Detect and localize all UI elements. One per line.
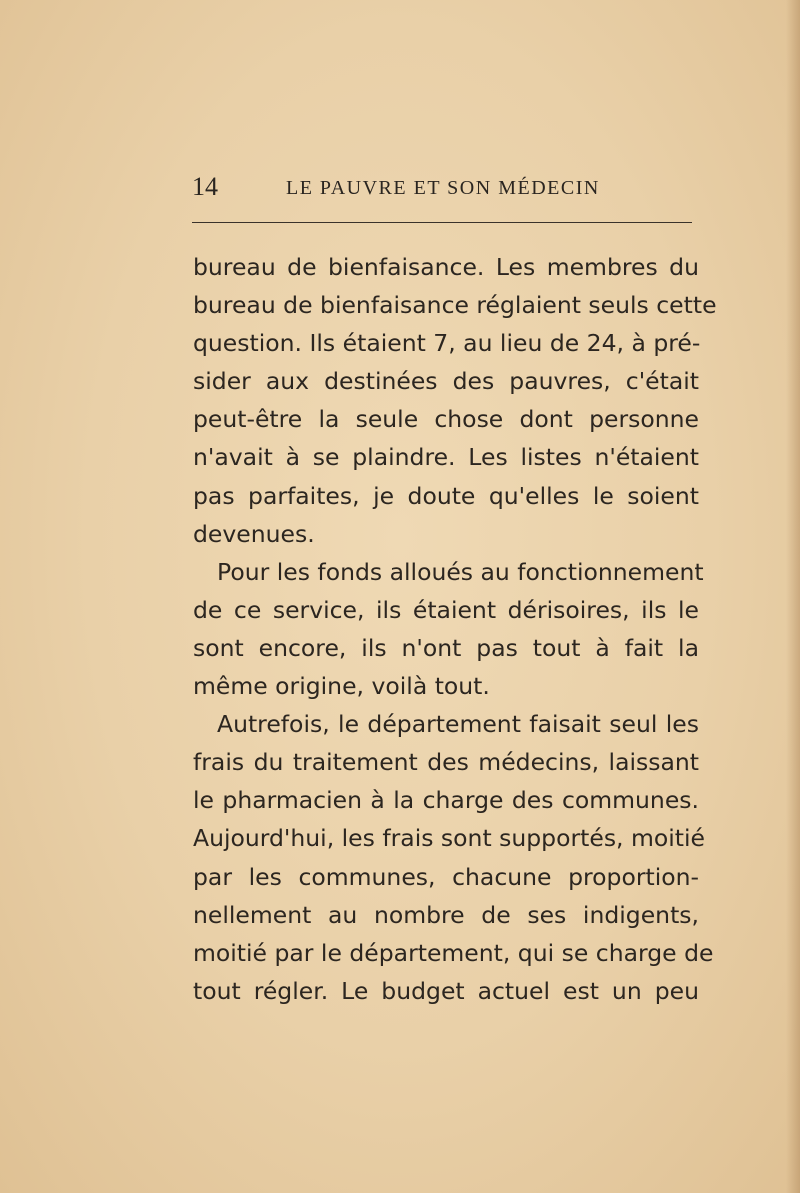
text-line: pas parfaites, je doute qu'elles le soient	[193, 481, 699, 510]
text-line: même origine, voilà tout.	[193, 672, 490, 701]
text-line: devenues.	[193, 519, 315, 548]
text-line: Aujourd'hui, les frais sont supportés, moitié	[193, 824, 705, 853]
body-text	[193, 248, 717, 1010]
text-line: de ce service, ils étaient dérisoires, ils le	[193, 595, 699, 624]
text-line: bureau de bienfaisance. Les membres du	[193, 253, 699, 281]
text-line: sider aux destinées des pauvres, c'était	[193, 367, 699, 396]
page-header	[192, 170, 700, 204]
text-line: frais du traitement des médecins, laissant	[193, 748, 699, 777]
text-line: le pharmacien à la charge des communes.	[193, 786, 699, 815]
running-title: LE PAUVRE ET SON MÉDECIN	[286, 177, 600, 199]
text-line: Pour les fonds alloués au fonctionnement	[217, 557, 704, 586]
text-line: par les communes, chacune proportion-	[193, 862, 699, 891]
text-line: Autrefois, le département faisait seul les	[217, 710, 699, 739]
page-number: 14	[192, 172, 218, 201]
text-line: bureau de bienfaisance réglaient seuls cette	[193, 291, 717, 320]
text-line: tout régler. Le budget actuel est un peu	[193, 976, 699, 1005]
text-line: moitié par le département, qui se charge de	[193, 938, 714, 967]
text-line: question. Ils étaient 7, au lieu de 24, à pré-	[193, 329, 701, 358]
text-line: peut-être la seule chose dont personne	[193, 405, 699, 434]
header-rule	[192, 222, 692, 223]
text-line: sont encore, ils n'ont pas tout à fait la	[193, 633, 699, 662]
text-line: n'avait à se plaindre. Les listes n'étaient	[193, 443, 699, 472]
text-line: nellement au nombre de ses indigents,	[193, 900, 699, 929]
